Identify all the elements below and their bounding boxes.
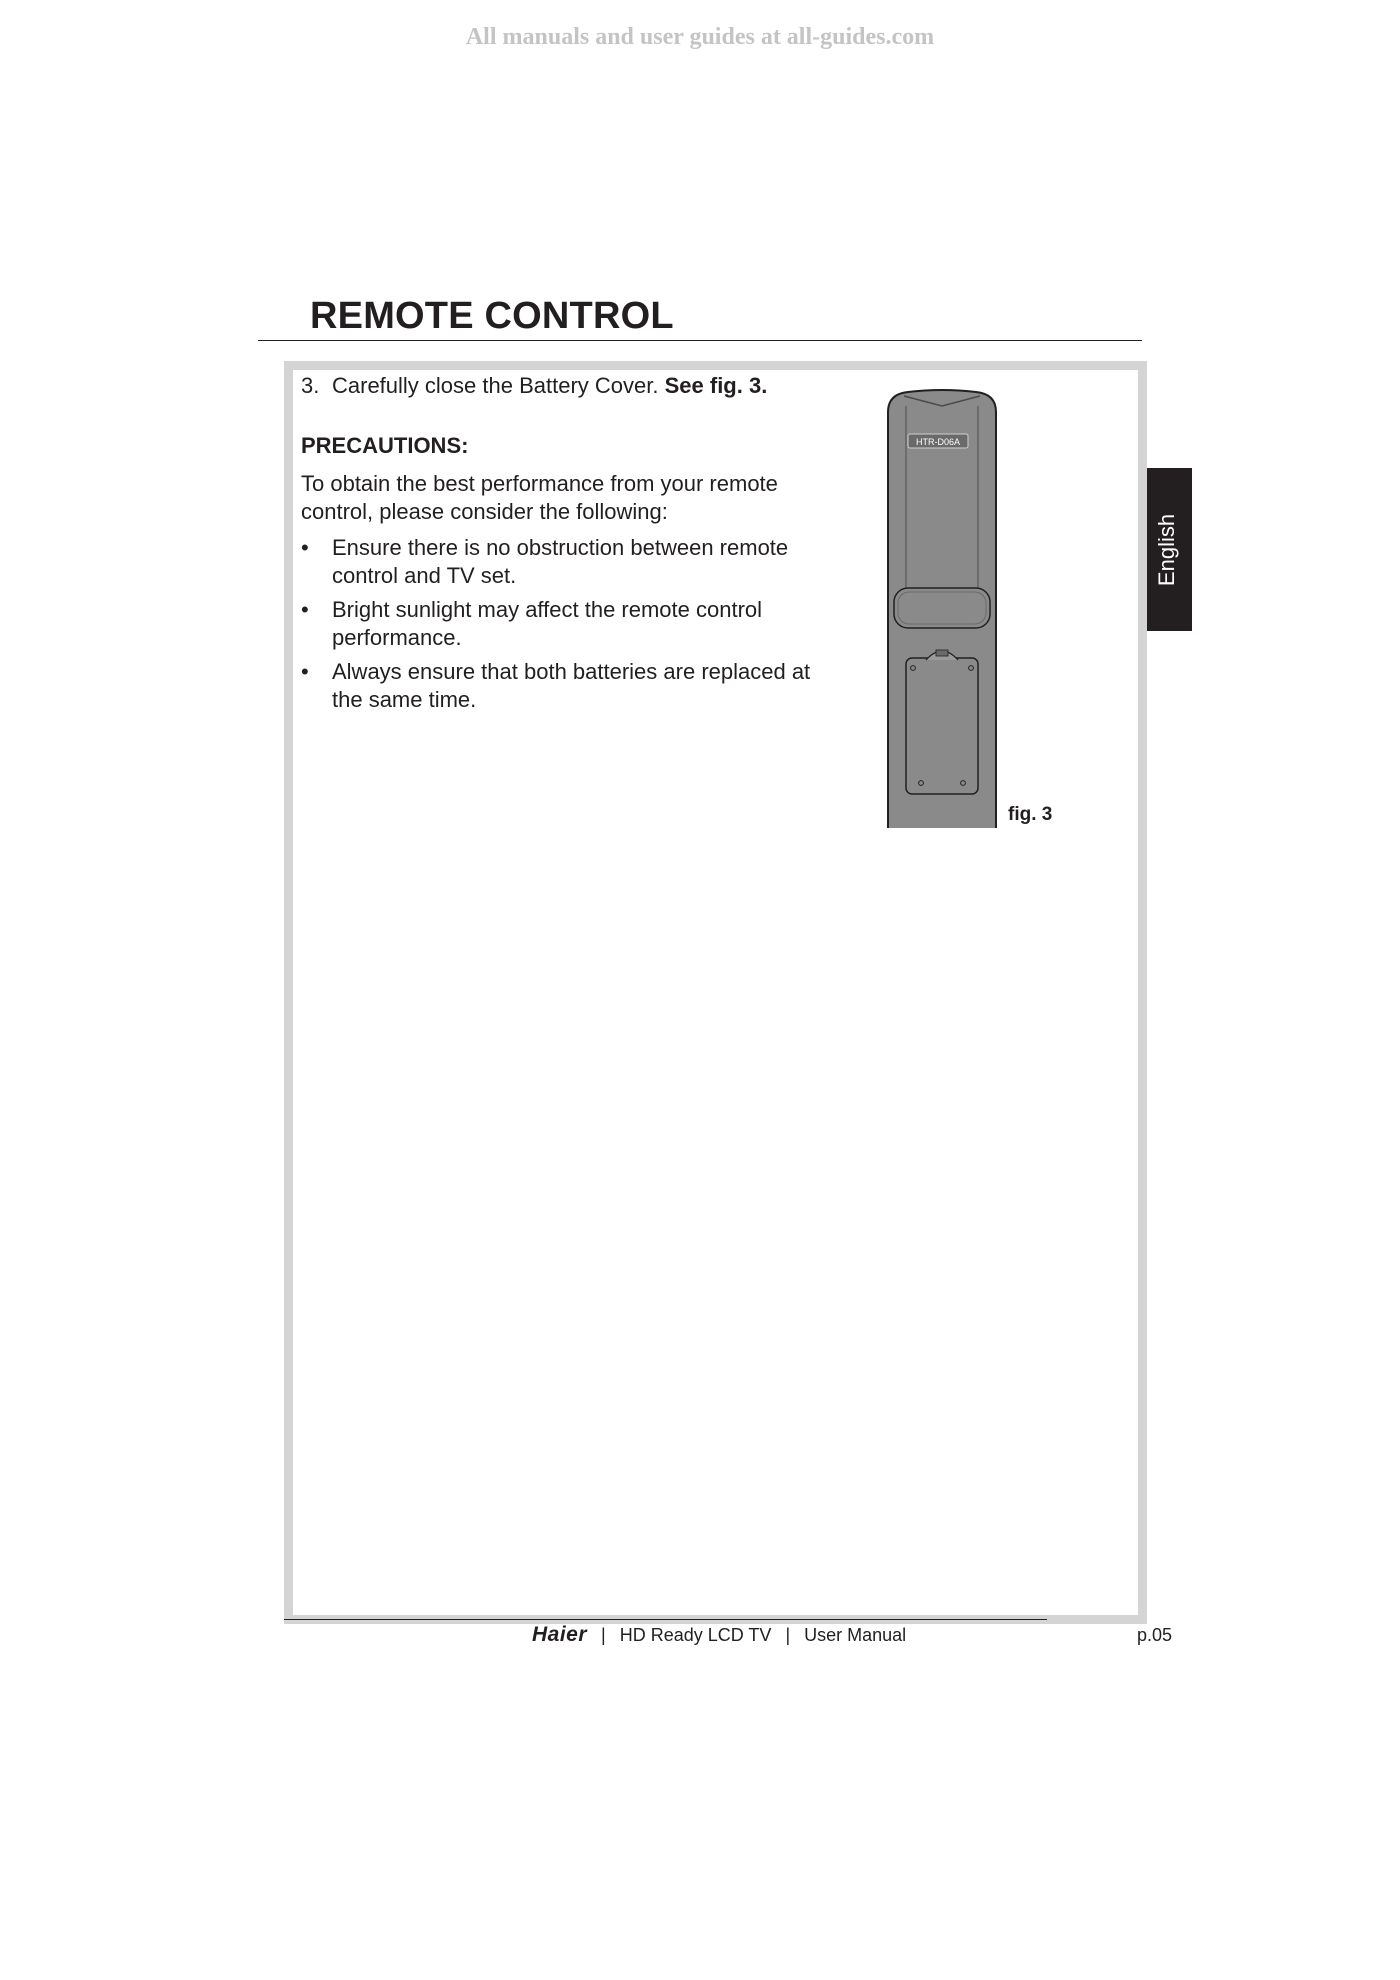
list-item-text: Bright sunlight may affect the remote control performance. [332, 597, 763, 650]
language-tab-label: English [1153, 513, 1179, 586]
footer-product: HD Ready LCD TV [619, 1625, 772, 1645]
figure-reference: See fig. 3. [664, 373, 768, 398]
model-label: HTR-D06A [915, 437, 961, 447]
brand-logo: Haier [532, 1623, 588, 1646]
remote-control-back-illustration [884, 388, 1000, 828]
watermark: All manuals and user guides at all-guides.com [465, 24, 935, 50]
footer-doc-type: User Manual [804, 1625, 907, 1645]
list-item-text: Ensure there is no obstruction between remote control and TV set. [332, 535, 789, 588]
footer-separator: | [785, 1625, 791, 1645]
language-tab [1141, 468, 1192, 631]
precautions-heading: PRECAUTIONS: [301, 433, 469, 458]
title-divider [258, 340, 1142, 341]
step-3 [301, 372, 821, 400]
bullet-marker: • [301, 535, 309, 560]
figure-caption: fig. 3 [1008, 804, 1053, 825]
grip-band [894, 588, 990, 628]
list-item-text: Always ensure that both batteries are replaced at the same time. [332, 659, 811, 712]
list-item [301, 596, 821, 652]
latch-tab [936, 650, 948, 656]
precautions-list [301, 534, 821, 714]
footer-separator: | [601, 1625, 606, 1645]
page-title: REMOTE CONTROL [310, 295, 674, 337]
instructions-text [301, 372, 821, 720]
footer [532, 1620, 906, 1650]
page-number: p.05 [1137, 1625, 1173, 1645]
list-item [301, 658, 821, 714]
list-item [301, 534, 821, 590]
bullet-marker: • [301, 597, 309, 622]
step-number: 3. [301, 373, 320, 398]
precautions-intro: To obtain the best performance from your remote control, please consider the following: [301, 471, 778, 524]
bullet-marker: • [301, 659, 309, 684]
battery-cover [906, 658, 978, 794]
step-text: Carefully close the Battery Cover. [332, 373, 659, 398]
